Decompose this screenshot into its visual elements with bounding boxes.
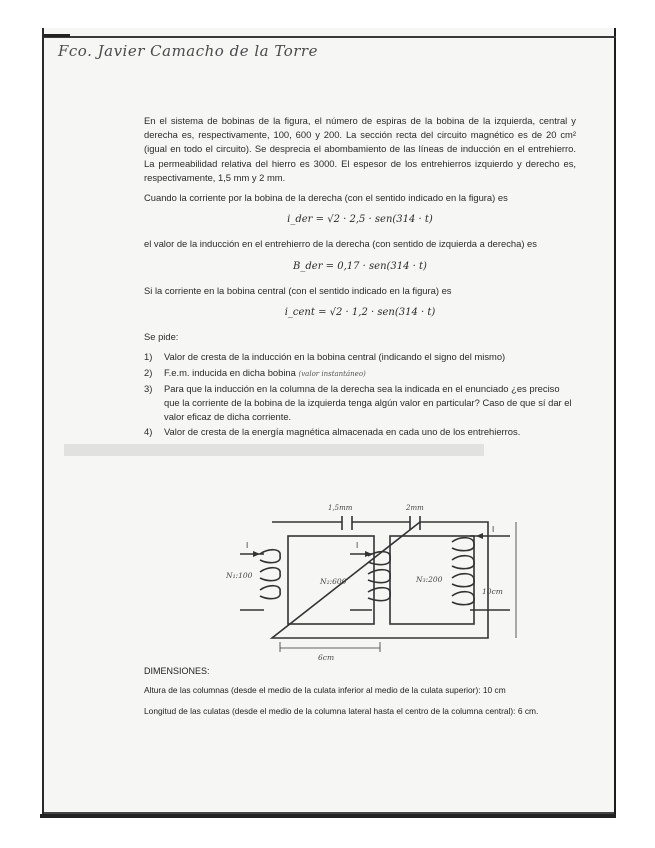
dimension-height-text: Altura de las columnas (desde el medio de la culata inferior al medio de la culata superior): 10 cm <box>144 685 506 695</box>
statement-paragraph-2: Cuando la corriente por la bobina de la derecha (con el sentido indicado en la figura) es <box>144 192 508 204</box>
top-edge-mark <box>44 34 70 37</box>
bottom-edge <box>40 814 616 818</box>
right-coil-label: N₃:200 <box>416 575 443 584</box>
center-coil-label: N₂:600 <box>320 577 347 586</box>
center-coil <box>368 552 390 601</box>
handwritten-note: (valor instantáneo) <box>298 369 366 378</box>
left-coil <box>260 550 280 599</box>
equation-i-der: i_der = √2 · 2,5 · sen(314 · t) <box>287 214 433 226</box>
equation-b-der: B_der = 0,17 · sen(314 · t) <box>293 260 427 272</box>
statement-paragraph-4: Si la corriente en la bobina central (con el sentido indicado en la figura) es <box>144 284 452 296</box>
magnetic-circuit-diagram <box>220 502 520 662</box>
left-current-label: I <box>246 541 249 550</box>
right-current-arrow <box>476 533 483 539</box>
statement-paragraph-1: En el sistema de bobinas de la figura, el número de espiras de la bobina de la izquierda, central y derecha es, respectivamente, 100, 600 y 200. La sección recta del circuito magnético es de 20 cm² (igual en todo el circuito). Se desprecia el abombamiento de las líneas de inducción en el entrehierro. La permeabilidad relativa del hierro es 3000. El espesor de los entrehierros izquierdo y derecho es, respectivamente, 1,5 mm y 2 mm. <box>144 115 576 183</box>
question-list <box>144 350 576 439</box>
paper-sheet <box>42 28 616 814</box>
right-gap-label: 2mm <box>406 504 424 512</box>
equation-i-cent: i_cent = √2 · 1,2 · sen(314 · t) <box>284 307 436 319</box>
se-pide-label: Se pide: <box>144 331 179 343</box>
left-gap-label: 1,5mm <box>328 504 353 512</box>
question-item: 3) Para que la inducción en la columna de la derecha sea la indicada en el enunciado ¿es preciso que la corriente de la bobina de la izquierda tenga algún valor en particular? Caso de que sí dar el valor eficaz de dicha corriente. <box>144 382 572 423</box>
problem-statement <box>144 114 576 441</box>
dimensions-section <box>144 660 584 718</box>
top-edge-line <box>44 36 616 38</box>
left-current-arrow <box>253 551 260 557</box>
width-dimension-label: 6cm <box>318 653 335 662</box>
dimensions-title: DIMENSIONES: <box>144 666 210 676</box>
fold-highlight <box>64 444 484 456</box>
center-current-label: I <box>356 541 359 550</box>
dimension-yoke-text: Longitud de las culatas (desde el medio de la columna lateral hasta el centro de la columna central): 6 cm. <box>144 706 539 716</box>
height-dimension-label: 10cm <box>482 587 503 596</box>
right-coil <box>452 538 474 605</box>
question-item: 2) F.e.m. inducida en dicha bobina (valor instantáneo) <box>144 366 366 378</box>
question-item: 1) Valor de cresta de la inducción en la bobina central (indicando el signo del mismo) <box>144 351 506 363</box>
left-coil-label: N₁:100 <box>226 571 253 580</box>
student-name: Fco. Javier Camacho de la Torre <box>58 42 318 60</box>
right-current-label: I <box>492 525 495 534</box>
statement-paragraph-3: el valor de la inducción en el entrehierro de la derecha (con sentido de izquierda a derecha) es <box>144 238 537 250</box>
question-item: 4) Valor de cresta de la energía magnética almacenada en cada uno de los entrehierros. <box>144 426 521 438</box>
